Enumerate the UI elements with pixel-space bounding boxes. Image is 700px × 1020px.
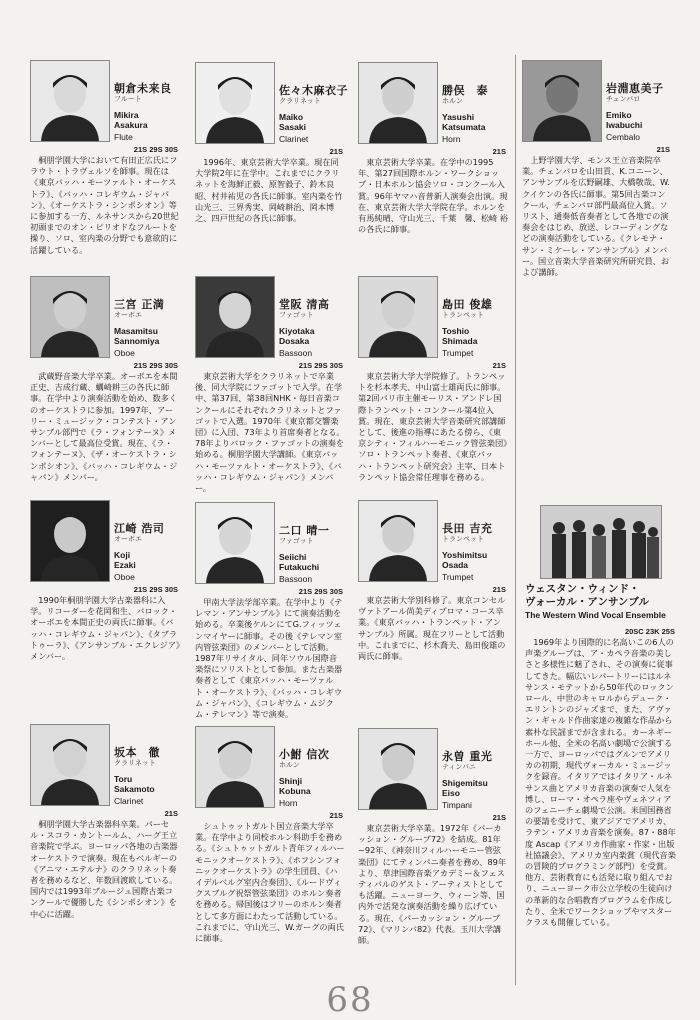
program-codes: 21S	[656, 145, 670, 154]
instrument-jp: チェンバロ	[606, 95, 641, 103]
program-codes: 21S 29S 30S	[133, 585, 178, 594]
artist-name-jp: 江崎 浩司	[114, 522, 165, 535]
instrument-en: Trumpet	[442, 348, 474, 358]
artist-name-romaji: Yoshimitsu Osada	[442, 550, 488, 570]
artist-name-jp: 島田 俊雄	[442, 298, 493, 311]
artist-name-jp: 坂本 徹	[114, 746, 160, 759]
instrument-en: Trumpet	[442, 572, 474, 582]
instrument-jp: ファゴット	[279, 311, 314, 319]
instrument-en: Cembalo	[606, 132, 641, 142]
artist-name-jp: 朝倉未来良	[114, 82, 172, 95]
instrument-jp: ホルン	[442, 97, 463, 105]
program-codes: 21S 29S 30S	[133, 361, 178, 370]
artist-bio: 1996年、東京芸術大学卒業。現在同大学院2年に在学中。これまでにクラリネットを海鮮正毅、原智毅子、鈴木良昭、村井祐児の各氏に師事。室内楽を竹山光三、三界秀実、岡崎耕治、岡本博之、四戸世紀の各氏に師事。	[195, 157, 343, 224]
artist-name-jp: 岩淵恵美子	[606, 82, 664, 95]
artist-photo	[522, 60, 602, 142]
artist-bio: 東京芸術大学大学院修了。トランペットを杉本孝夫、中山富士雄両氏に師事。第2回パリ市主催モーリス・アンドレ国際トランペット・コンクール第4位入賞。現在、東京芸術大学音楽研究部講師として、後進の指導にあたる傍ら、《東京シティ・フィルハーモニック管弦楽団》ソロ・トランペット奏者、《東京バッハ・トランペット研究会》主宰、日本トランペット協会常任理事を務める。	[358, 371, 508, 482]
program-codes: 21S	[329, 811, 343, 820]
artist-bio: 東京芸術大学卒業。1972年《パーカッション・グループ72》を結成。81年~92年、《神奈川フィルハーモニー管弦楽団》にてティンパニ奏者を務め、89年より、草津国際音楽アカデミー＆フェスティバルのゲスト・アーティストとしても活躍。ニューヨーク、ウィーン等、国内外で活発な演奏活動を繰り広げている。現在、《パーカッション・グループ72》、《マリンバ82》代表。玉川大学講師。	[358, 823, 507, 946]
artist-name-romaji: Koji Ezaki	[114, 550, 136, 570]
artist-bio: 上野学園大学、モンス王立音楽院卒業。チェンバロを山田貢、K.コニーン、アンサンブルを広野嗣雄、大橋敬哉、W.クイケンの各氏に師事。第5回古楽コンクール、チェンバロ部門最高位入賞。ソリスト、通奏低音奏者として各地での演奏会をはじめ、放送、レコーディングなどの演奏活動をしている。《クレモナ・サン・ミケーレ・アンサンブル》メンバー。国立音楽大学音楽研究所研究員、および講師。	[522, 155, 670, 278]
artist-bio: 武蔵野音楽大学卒業。オーボエを本間正史、吉成行蔵、蠣崎耕三の各氏に師事。在学中より演奏活動を始め、数多くのオーケストラに参加。1997年、アーリー・ミュージック・コンテスト・アンサンブル部門で《ラ・フォンテーヌ》メンバーとして最高位受賞。現在、《ラ・フォンテーヌ》、《ザ・オーケストラ・シンポシオン》、《バッハ・コレギウム・ジャパン》メンバー。	[30, 371, 178, 482]
instrument-en: Clarinet	[114, 796, 144, 806]
artist-name-jp: 永曽 重光	[442, 750, 493, 763]
program-codes: 21S 29S 30S	[133, 145, 178, 154]
instrument-jp: ホルン	[279, 761, 300, 769]
instrument-jp: オーボエ	[114, 311, 142, 319]
artist-name-jp: 勝俣 泰	[442, 84, 488, 97]
artist-photo	[30, 60, 110, 142]
instrument-jp: フルート	[114, 95, 142, 103]
group-program-codes: 20SC 23K 25S	[624, 627, 675, 636]
artist-name-romaji: Emiko Iwabuchi	[606, 110, 643, 130]
artist-name-jp: 小鮒 信次	[279, 748, 330, 761]
artist-bio: 1990年桐朋学園大学古楽器科に入学。リコーダーを花岡和生、バロック・オーボエを本間正史の両氏に師事。《バッハ・コレギウム・ジャパン》、《タブラトゥーラ》、《アンサンブル・エクレジア》メンバー。	[30, 595, 180, 662]
instrument-en: Horn	[279, 798, 298, 808]
program-codes: 21S 29S 30S	[298, 587, 343, 596]
artist-name-jp: 長田 吉充	[442, 522, 493, 535]
instrument-en: Clarinet	[279, 134, 309, 144]
artist-name-jp: 三宮 正満	[114, 298, 165, 311]
artist-name-jp: 二口 晴一	[279, 524, 330, 537]
group-name-jp-line2: ヴォーカル・アンサンブル	[525, 596, 650, 608]
instrument-jp: クラリネット	[114, 759, 156, 767]
artist-photo	[358, 500, 438, 582]
artist-name-jp: 佐々木麻衣子	[279, 84, 348, 97]
program-codes: 21S	[329, 147, 343, 156]
artist-name-romaji: Kiyotaka Dosaka	[279, 326, 315, 346]
artist-name-romaji: Maiko Sasaki	[279, 112, 306, 132]
group-bio: 1969年より国際的に名高いこの6人の声楽グループは、ア・カペラ音楽の美しさと多様性に魅了され、その演奏に従事してきた。幅広いレパートリーにはルネサンス・モテットから50年代のロックンロール、中世のキャロルからデューク・エリントンのジャズまで、また、アヴァン・ギャルド作曲家達の複雑な作品から素朴な民謡までが含まれる。カーネギーホール他、全米の名高い劇場で公演する一方で、ヨーロッパではグルンでアメリカの初期、現代ヴォーカル・ミュージックを録音。イタリアではイタリア・ルネサンス曲とアメリカ音楽の演奏で人気を博し、ローマ・オペラ座やヴェネツィアのフェニーチェ劇場で公演。米国国務省の要請を受けて、東アジアでアメリカ、ラテン・アメリカ音楽を演奏。87・88年度 Ascap《アメリカ作曲家・作家・出版社協議会》、アメリカ室内楽賞（現代音楽の冒険的プログラミング部門）を受賞。他方、芸術教育にも活発に取り組んでおり、ニューヨーク市公立学校の生徒向けの革新的な合唱教育プログラムを作成したり、全米でワークショップやマスタークラスも開催している。	[525, 637, 676, 928]
program-codes: 21S	[492, 585, 506, 594]
instrument-en: Bassoon	[279, 348, 313, 358]
artist-name-romaji: Masamitsu Sannomiya	[114, 326, 160, 346]
artist-photo	[30, 500, 110, 582]
instrument-jp: トランペット	[442, 311, 484, 319]
artist-bio: 東京芸術大学をクラリネットで卒業後、同大学院にファゴットで入学。在学中、第37回、第38回NHK・毎日音楽コンクールにそれぞれクラリネットとファゴットで入選。1970年《東京都交響楽団》に入団、73年より首席奏者となる。78年よりバロック・ファゴットの演奏を始める。桐朋学園大学講師。《東京バッハ・モーツァルト・オーケストラ》、《バッハ・コレギウム・ジャパン》メンバー。	[195, 371, 345, 494]
instrument-en: Flute	[114, 132, 133, 142]
group-name-en: The Western Wind Vocal Ensemble	[525, 610, 666, 620]
instrument-jp: クラリネット	[279, 97, 321, 105]
artist-photo	[358, 728, 438, 810]
artist-bio: 桐朋学園大学古楽器科卒業。パーセル・スコラ・カントールム、ハーグ王立音楽院で学ぶ。ヨーロッパ各地の古楽器オーケストラで演奏。現在もベルギーの《アニマ・エテルナ》のクラリネット奏者を務めるなど、年数回渡欧している。国内では1993年ブルージュ国際古楽コンクールで優勝した《シンポシオン》を中心に活躍。	[30, 819, 178, 919]
artist-photo	[30, 724, 110, 806]
artist-name-jp: 堂阪 清高	[279, 298, 330, 311]
artist-bio: 東京芸術大学別科修了。東京コンセルヴァトアール尚美ディプロマ・コース卒業。《東京バッハ・トランペット・アンサンブル》所属。現在フリーとして活動中。これまでに、杉木喬夫、島田俊雄の両氏に師事。	[358, 595, 506, 662]
artist-bio: 桐朋学園大学において有田正広氏にフラウト・トラヴェルソを師事。現在は《東京バッハ・モーツァルト・オーケストラ》、《バッハ・コレギウム・ジャパン》、《オーケストラ・シンポシオン》等に参加する一方、ルネサンスから20世紀初頭までのオン・ピリオドなフルートを操り、ソロ、室内楽の分野でも意欲的に活躍している。	[30, 155, 179, 255]
artist-bio: 甲南大学法学部卒業。在学中より《テレマン・アンサンブル》にて演奏活動を始める。卒業後ケルンにてG.フィッツェンマイヤーに師事。その後《テレマン室内管弦楽団》のメンバーとして活動。1987年リサイタル、同年ソウル国際音楽祭にソリストとして参加。また古楽器奏者として《東京バッハ・モーツァルト・オーケストラ》、《バッハ・コレギウム・ジャパン》、《コレギウム・ムジクム・テレマン》等で演奏。	[195, 597, 343, 720]
column-divider	[515, 55, 516, 985]
artist-photo	[358, 276, 438, 358]
instrument-jp: トランペット	[442, 535, 484, 543]
artist-name-romaji: Mikira Asakura	[114, 110, 148, 130]
instrument-en: Bassoon	[279, 574, 313, 584]
instrument-jp: ティンパニ	[442, 763, 476, 771]
program-codes: 21S	[492, 361, 506, 370]
instrument-jp: ファゴット	[279, 537, 314, 545]
instrument-en: Timpani	[442, 800, 472, 810]
artist-name-romaji: Toshio Shimada	[442, 326, 478, 346]
group-photo	[540, 505, 662, 579]
artist-name-romaji: Shigemitsu Eiso	[442, 778, 488, 798]
instrument-en: Oboe	[114, 348, 135, 358]
artist-photo	[195, 726, 275, 808]
artist-name-romaji: Shinji Kobuna	[279, 776, 311, 796]
program-codes: 21S	[492, 147, 506, 156]
instrument-jp: オーボエ	[114, 535, 142, 543]
artist-bio: 東京芸術大学卒業。在学中の1995年、第27回国際ホルン・ワークショップ・日本ホルン協会ソロ・コンクール入賞。96年ヤマハ音普新人演奏会出演。現在、東京芸術大学大学院在学。ホルンを有馬純晴、守山光三、千葉 馨、松崎 裕の各氏に師事。	[358, 157, 508, 235]
artist-photo	[358, 62, 438, 144]
instrument-en: Horn	[442, 134, 461, 144]
artist-photo	[195, 276, 275, 358]
artist-photo	[195, 502, 275, 584]
artist-photo	[30, 276, 110, 358]
artist-bio: シュトゥットガルト国立音楽大学卒業。在学中より同校ホルン科助手を務める。《シュトゥットガルト青年フィルハーモニックオーケストラ》、《ホフシンフォニックオーケストラ》の学生団員、《ハイデルベルグ室内合奏団》、《ルードヴィクスブルグ祝祭管弦楽団》のホルン奏者を務める。帰国後はフリーのホルン奏者として多方面にわたって活動している。これまでに、守山光三、W.ガーグの両氏に師事。	[195, 821, 345, 944]
page-number: 68	[326, 980, 374, 1020]
group-name-jp	[525, 583, 649, 609]
artist-photo	[195, 62, 275, 144]
artist-name-romaji: Yasushi Katsumata	[442, 112, 486, 132]
program-codes: 21S	[492, 813, 506, 822]
group-name-jp-line1: ウェスタン・ウィンド・	[525, 583, 640, 595]
artist-name-romaji: Toru Sakamoto	[114, 774, 155, 794]
program-codes: 21S 29S 30S	[298, 361, 343, 370]
program-codes: 21S	[164, 809, 178, 818]
artist-name-romaji: Seiichi Futakuchi	[279, 552, 320, 572]
instrument-en: Oboe	[114, 572, 135, 582]
